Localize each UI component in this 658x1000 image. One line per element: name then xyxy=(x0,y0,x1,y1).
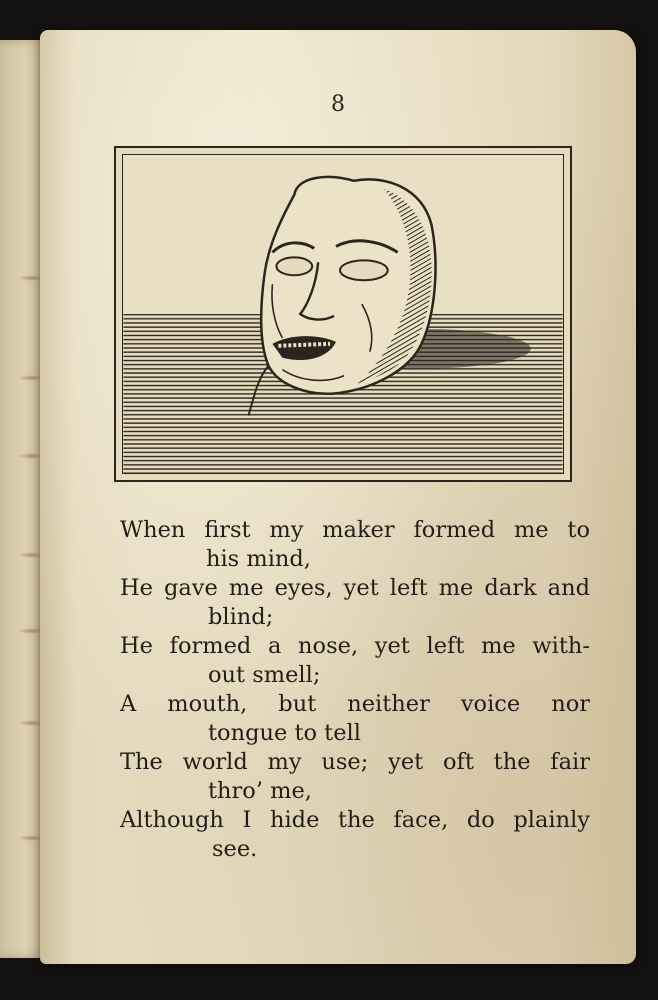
poem-line: thro’ me, xyxy=(208,778,312,804)
poem-line: his mind, xyxy=(206,546,311,572)
poem-line: see. xyxy=(212,836,258,862)
page-number: 8 xyxy=(331,92,345,117)
poem-line: tongue to tell xyxy=(208,720,361,746)
poem-line: When first my maker formed me to xyxy=(120,517,590,543)
poem-line: out smell; xyxy=(208,662,321,688)
poem-line: He formed a nose, yet left me with- xyxy=(120,633,590,659)
poem-line: Although I hide the face, do plainly xyxy=(120,807,590,833)
previous-page-edge xyxy=(0,40,44,958)
poem-text xyxy=(120,516,590,864)
poem-line: blind; xyxy=(208,604,274,630)
book-page xyxy=(40,30,636,964)
poem-line: The world my use; yet oft the fair xyxy=(120,749,590,775)
woodcut-illustration xyxy=(114,146,572,482)
poem-line: A mouth, but neither voice nor xyxy=(120,691,590,717)
mask-face-image xyxy=(122,154,564,474)
poem-line: He gave me eyes, yet left me dark and xyxy=(120,575,590,601)
